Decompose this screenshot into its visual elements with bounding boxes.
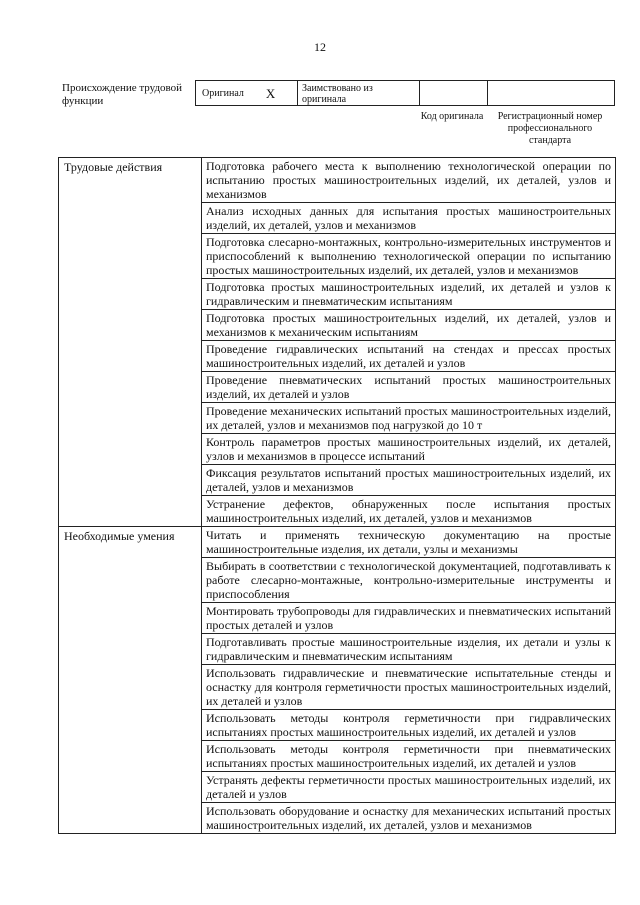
code-label: Код оригинала (420, 111, 484, 122)
borrowed-label: Заимствовано из оригинала (298, 81, 420, 105)
table-row (59, 158, 616, 203)
table-cell-item: Читать и применять техническую документацию на простые машиностроительные изделия, их детали, узлы и механизмы (202, 527, 616, 558)
origin-original-cell (196, 81, 298, 105)
table-row (59, 527, 616, 558)
table-cell-item: Проведение пневматических испытаний простых машиностроительных изделий, их деталей и узлов (202, 372, 616, 403)
original-mark: X (265, 85, 276, 101)
table-cell-item: Использовать методы контроля герметичности при пневматических испытаниях простых машиностроительных изделий, их деталей и узлов (202, 741, 616, 772)
table-cell-item: Устранять дефекты герметичности простых машиностроительных изделий, их деталей и узлов (202, 772, 616, 803)
table-cell-item: Подготовка рабочего места к выполнению технологической операции по испытанию простых машиностроительных изделий, их деталей, узлов и механизмов (202, 158, 616, 203)
origin-box (195, 80, 615, 106)
table-cell-item: Подготовка слесарно-монтажных, контрольно-измерительных инструментов и приспособлений к выполнению технологической операции по испытанию простых машиностроительных изделий, их деталей, узлов и механизмов (202, 234, 616, 279)
original-label: Оригинал (202, 87, 244, 99)
table-cell-item: Устранение дефектов, обнаруженных после испытания простых машиностроительных изделий, их деталей, узлов и механизмов (202, 496, 616, 527)
table-cell-item: Использовать оборудование и оснастку для механических испытаний простых машиностроительных изделий, их деталей, узлов и механизмов (202, 803, 616, 834)
table-cell-item: Выбирать в соответствии с технологической документацией, подготавливать к работе слесарно-монтажные, контрольно-измерительные инструменты и приспособления (202, 558, 616, 603)
reg-number-label: Регистрационный номер профессионального стандарта (497, 111, 603, 146)
section-title: Трудовые действия (59, 158, 202, 527)
section-title: Необходимые умения (59, 527, 202, 834)
table-cell-item: Использовать методы контроля герметичности при гидравлических испытаниях простых машиностроительных изделий, их деталей и узлов (202, 710, 616, 741)
functions-table (58, 157, 616, 834)
table-cell-item: Проведение механических испытаний простых машиностроительных изделий, их деталей, узлов и механизмов под нагрузкой до 10 т (202, 403, 616, 434)
table-cell-item: Контроль параметров простых машиностроительных изделий, их деталей, узлов и механизмов в процессе испытаний (202, 434, 616, 465)
table-cell-item: Использовать гидравлические и пневматические испытательные стенды и оснастку для контроля герметичности простых машиностроительных изделий, их деталей и узлов (202, 665, 616, 710)
table-cell-item: Подготавливать простые машиностроительные изделия, их детали и узлы к гидравлическим и пневматическим испытаниям (202, 634, 616, 665)
table-cell-item: Проведение гидравлических испытаний на стендах и прессах простых машиностроительных изделий, их деталей и узлов (202, 341, 616, 372)
origin-label: Происхождение трудовой функции (62, 82, 183, 107)
reg-number-cell (488, 81, 614, 105)
table-cell-item: Монтировать трубопроводы для гидравлических и пневматических испытаний простых деталей и узлов (202, 603, 616, 634)
code-cell (420, 81, 488, 105)
table-cell-item: Анализ исходных данных для испытания простых машиностроительных изделий, их деталей, узлов и механизмов (202, 203, 616, 234)
table-cell-item: Подготовка простых машиностроительных изделий, их деталей, узлов и механизмов к механическим испытаниям (202, 310, 616, 341)
page-number: 12 (314, 40, 326, 54)
table-cell-item: Фиксация результатов испытаний простых машиностроительных изделий, их деталей, узлов и механизмов (202, 465, 616, 496)
table-cell-item: Подготовка простых машиностроительных изделий, их деталей и узлов к гидравлическим и пневматическим испытаниям (202, 279, 616, 310)
